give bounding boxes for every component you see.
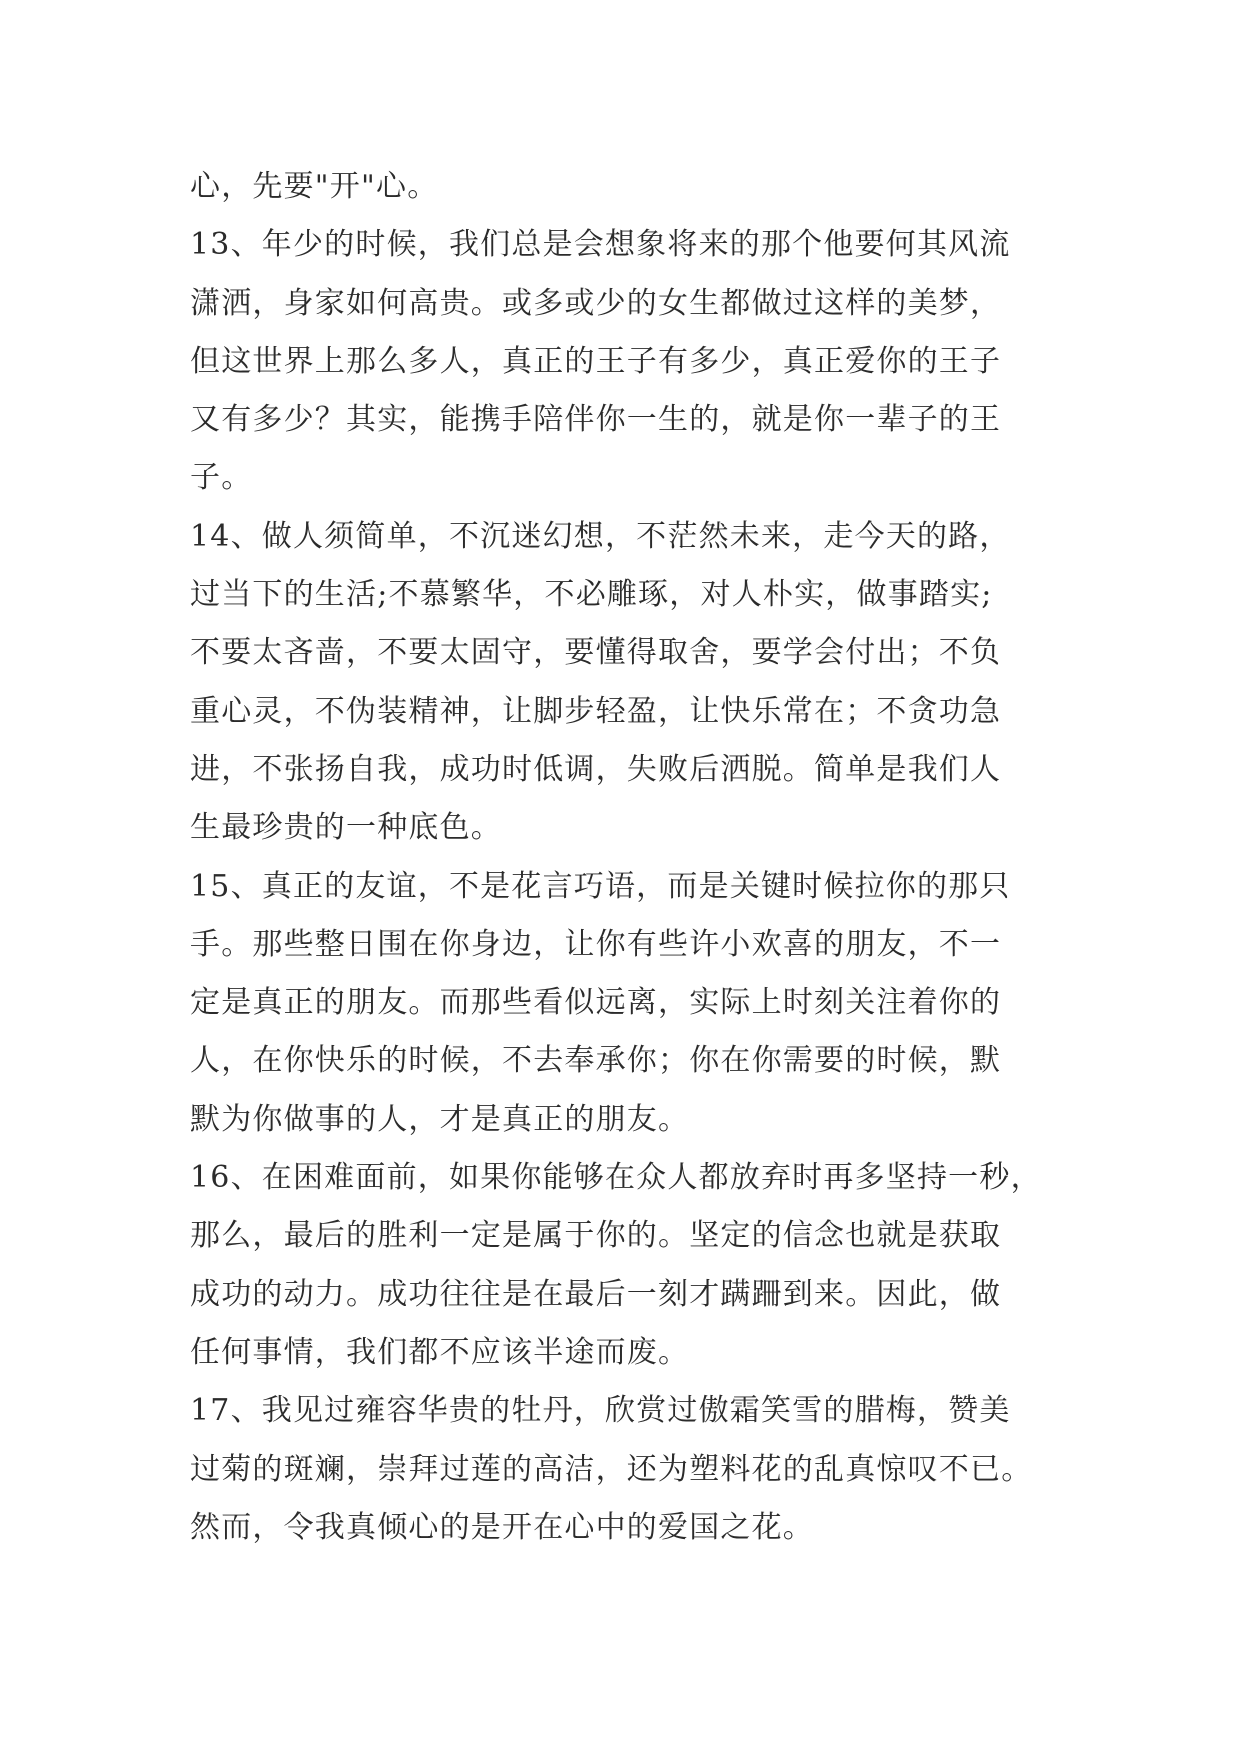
text-line: 进，不张扬自我，成功时低调，失败后洒脱。简单是我们人 <box>190 751 1002 787</box>
text-line: 成功的动力。成功往往是在最后一刻才蹒跚到来。因此，做 <box>190 1276 1002 1312</box>
text-line: 心，先要"开"心。 <box>190 169 439 204</box>
text-line: 14、做人须简单，不沉迷幻想，不茫然未来，走今天的路， <box>190 518 1011 554</box>
text-line: 重心灵，不伪装精神，让脚步轻盈，让快乐常在；不贪功急 <box>190 693 1002 729</box>
text-line: 17、我见过雍容华贵的牡丹，欣赏过傲霜笑雪的腊梅，赞美 <box>190 1393 1011 1429</box>
text-line: 默为你做事的人，才是真正的朋友。 <box>190 1101 690 1137</box>
text-line: 又有多少？其实，能携手陪伴你一生的，就是你一辈子的王 <box>190 402 1002 438</box>
text-line: 生最珍贵的一种底色。 <box>190 810 502 846</box>
body-text <box>190 158 1070 1557</box>
text-line: 15、真正的友谊，不是花言巧语，而是关键时候拉你的那只 <box>190 868 1011 904</box>
text-line: 然而，令我真倾心的是开在心中的爱国之花。 <box>190 1509 814 1545</box>
text-line: 但这世界上那么多人，真正的王子有多少，真正爱你的王子 <box>190 343 1002 379</box>
text-line: 任何事情，我们都不应该半途而废。 <box>190 1334 690 1370</box>
text-line: 手。那些整日围在你身边，让你有些许小欢喜的朋友，不一 <box>190 926 1002 962</box>
text-line: 不要太吝啬，不要太固守，要懂得取舍，要学会付出；不负 <box>190 635 1002 671</box>
text-line: 过菊的斑斓，崇拜过莲的高洁，还为塑料花的乱真惊叹不已。 <box>190 1451 1033 1487</box>
text-line: 13、年少的时候，我们总是会想象将来的那个他要何其风流 <box>190 227 1011 263</box>
text-line: 过当下的生活;不慕繁华，不必雕琢，对人朴实，做事踏实; <box>190 577 993 613</box>
text-line: 16、在困难面前，如果你能够在众人都放弃时再多坚持一秒， <box>190 1160 1042 1196</box>
text-line: 人，在你快乐的时候，不去奉承你；你在你需要的时候，默 <box>190 1043 1002 1079</box>
text-line: 那么，最后的胜利一定是属于你的。坚定的信念也就是获取 <box>190 1218 1002 1254</box>
text-line: 子。 <box>190 460 253 496</box>
text-line: 定是真正的朋友。而那些看似远离，实际上时刻关注着你的 <box>190 985 1002 1021</box>
text-line: 潇洒，身家如何高贵。或多或少的女生都做过这样的美梦， <box>190 285 1002 321</box>
